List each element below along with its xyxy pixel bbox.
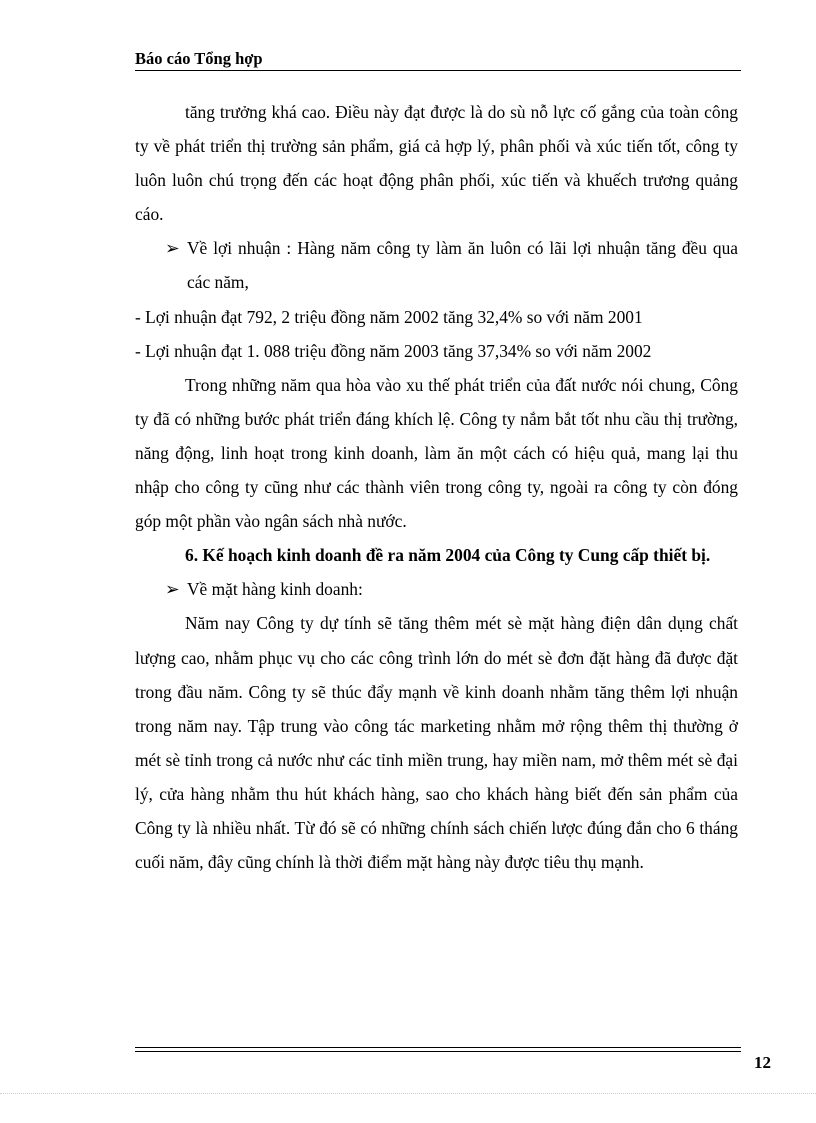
- header-rule: [135, 70, 741, 71]
- footer-rule: [135, 1047, 741, 1052]
- header-title: Báo cáo Tổng hợp: [135, 49, 263, 68]
- arrow-bullet-icon: ➢: [165, 579, 180, 600]
- bullet-profit-text: Về lợi nhuận : Hàng năm công ty làm ăn luôn có lãi lợi nhuận tăng đều qua các năm,: [187, 238, 738, 293]
- bullet-products-text: Về mặt hàng kinh doanh:: [187, 579, 363, 600]
- page-body: [135, 95, 738, 879]
- paragraph-plan: Năm nay Công ty dự tính sẽ tăng thêm mét sè mặt hàng điện dân dụng chất lượng cao, nhằm phục vụ cho các công trình lớn do mét sè đơn đặt hàng đã được đặt trong đầu năm. Công ty sẽ thúc đẩy mạnh về kinh doanh nhằm tăng thêm lợi nhuận trong năm nay. Tập trung vào công tác marketing nhằm mở rộng thêm thị thường ở mét sè tỉnh trong cả nước như các tỉnh miền trung, hay miền nam, mở thêm mét sè đại lý, cửa hàng nhằm thu hút khách hàng, sao cho khách hàng biết đến sản phẩm của Công ty là nhiều nhất. Từ đó sẽ có những chính sách chiến lược đúng đắn cho 6 tháng cuối năm, đây cũng chính là thời điểm mặt hàng này được tiêu thụ mạnh.: [135, 613, 738, 873]
- bullet-profit: [165, 231, 738, 299]
- bullet-products: [165, 572, 738, 606]
- page-bottom-divider: [0, 1093, 816, 1094]
- section-heading-6: 6. Kế hoạch kinh doanh đề ra năm 2004 của Công ty Cung cấp thiết bị.: [185, 545, 711, 566]
- paragraph-growth: tăng trưởng khá cao. Điều này đạt được là do sù nỗ lực cố gắng của toàn công ty về phát triển thị trường sản phẩm, giá cả hợp lý, phân phối và xúc tiến tốt, công ty luôn luôn chú trọng đến các hoạt động phân phối, xúc tiến và khuếch trương quảng cáo.: [135, 102, 738, 225]
- profit-line-2002: - Lợi nhuận đạt 792, 2 triệu đồng năm 2002 tăng 32,4% so với năm 2001: [135, 306, 643, 327]
- page-number: 12: [754, 1053, 771, 1072]
- profit-line-2003: - Lợi nhuận đạt 1. 088 triệu đồng năm 2003 tăng 37,34% so với năm 2002: [135, 340, 652, 361]
- arrow-bullet-icon: ➢: [165, 238, 180, 259]
- paragraph-development: Trong những năm qua hòa vào xu thế phát triển của đất nước nói chung, Công ty đã có những bước phát triển đáng khích lệ. Công ty nắm bắt tốt nhu cầu thị trường, năng động, linh hoạt trong kinh doanh, làm ăn một cách có hiệu quả, mang lại thu nhập cho công ty cũng như các thành viên trong công ty, ngoài ra công ty còn đóng góp một phần vào ngân sách nhà nước.: [135, 374, 738, 532]
